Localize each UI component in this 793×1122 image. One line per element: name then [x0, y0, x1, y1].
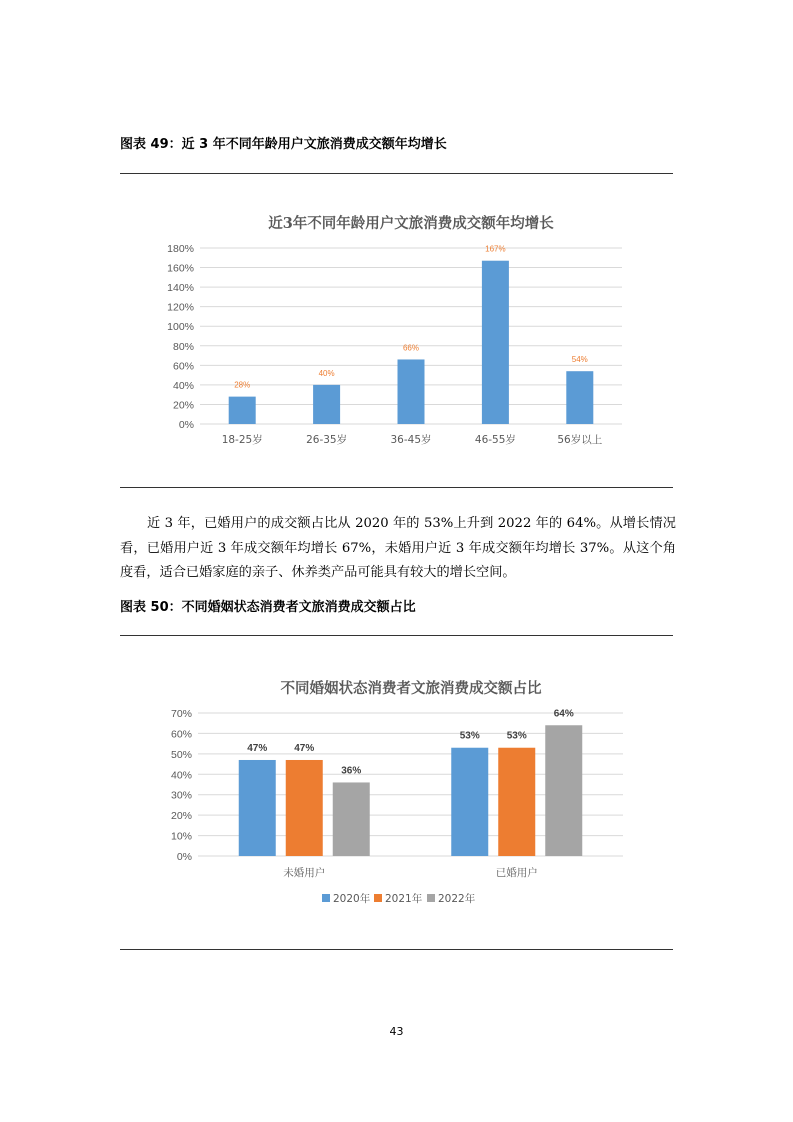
y-tick-label: 30%: [170, 789, 192, 802]
y-tick-label: 70%: [170, 708, 192, 720]
data-label: 66%: [402, 343, 420, 353]
y-tick-label: 160%: [167, 262, 194, 275]
page-number: 43: [389, 1025, 404, 1038]
x-tick-label: 26-35岁: [306, 434, 348, 446]
legend-label: 2022年: [438, 893, 476, 905]
bar: [498, 748, 535, 856]
bar: [482, 261, 509, 424]
y-tick-label: 50%: [170, 748, 192, 761]
age-growth-chart: [167, 214, 622, 446]
y-tick-label: 40%: [172, 379, 194, 392]
chart-title: 不同婚姻状态消费者文旅消费成交额占比: [280, 680, 542, 697]
legend-swatch: [322, 894, 330, 902]
x-tick-label: 56岁以上: [557, 434, 603, 446]
legend-label: 2021年: [385, 893, 423, 905]
y-tick-label: 180%: [167, 243, 194, 255]
x-tick-label: 已婚用户: [495, 867, 538, 879]
y-tick-label: 100%: [167, 321, 194, 334]
legend-swatch: [374, 894, 382, 902]
data-label: 40%: [318, 368, 335, 378]
bar: [451, 748, 488, 856]
bar: [566, 371, 593, 424]
y-tick-label: 40%: [170, 769, 192, 782]
bar: [239, 760, 276, 856]
legend-label: 2020年: [333, 893, 371, 905]
y-tick-label: 80%: [172, 340, 194, 353]
divider: [120, 949, 673, 950]
x-tick-label: 未婚用户: [283, 867, 326, 879]
divider: [120, 487, 673, 488]
y-tick-label: 20%: [172, 399, 194, 412]
bar: [286, 760, 323, 856]
bar: [229, 397, 256, 424]
data-label: 36%: [341, 765, 362, 777]
bar: [398, 359, 425, 424]
legend-swatch: [427, 894, 435, 902]
y-tick-label: 20%: [170, 810, 192, 823]
data-label: 47%: [294, 742, 315, 754]
y-tick-label: 60%: [170, 728, 192, 741]
figure-49-caption: 图表 49：近 3 年不同年龄用户文旅消费成交额年均增长: [120, 137, 447, 152]
data-label: 53%: [506, 730, 527, 742]
bar: [545, 725, 582, 856]
bar: [313, 385, 340, 424]
data-label: 47%: [247, 742, 268, 754]
y-tick-label: 0%: [178, 419, 194, 431]
y-tick-label: 120%: [167, 301, 194, 314]
x-tick-label: 18-25岁: [221, 434, 263, 446]
data-label: 53%: [459, 730, 480, 742]
data-label: 54%: [571, 355, 588, 365]
y-tick-label: 140%: [167, 282, 194, 295]
chart-title: 近3年不同年龄用户文旅消费成交额年均增长: [268, 215, 554, 232]
divider: [120, 635, 673, 636]
x-tick-label: 36-45岁: [390, 434, 432, 446]
y-tick-label: 0%: [176, 851, 192, 863]
marital-share-chart: [171, 679, 623, 905]
data-label: 64%: [553, 708, 574, 720]
x-tick-label: 46-55岁: [474, 434, 516, 446]
data-label: 167%: [485, 244, 506, 254]
figure-50-caption: 图表 50：不同婚姻状态消费者文旅消费成交额占比: [120, 600, 416, 615]
y-tick-label: 60%: [172, 360, 194, 373]
bar: [333, 782, 370, 856]
y-tick-label: 10%: [170, 830, 192, 843]
body-paragraph: 近 3 年，已婚用户的成交额占比从 2020 年的 53%上升到 2022 年的 64%。从增长情况看，已婚用户近 3 年成交额年均增长 67%，未婚用户近 3 年成交额年均增长 37%。从这个角度看，适合已婚家庭的亲子、休养类产品可能具有较大的增长空间。: [120, 516, 676, 580]
data-label: 28%: [234, 380, 251, 390]
